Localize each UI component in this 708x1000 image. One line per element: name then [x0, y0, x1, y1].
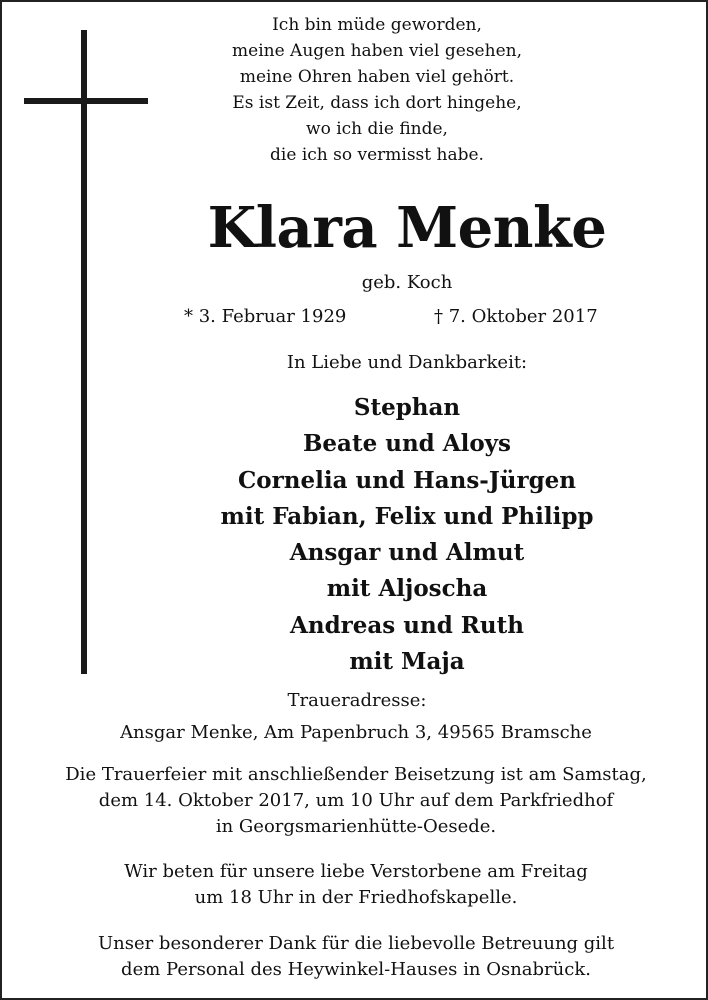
death-date: † 7. Oktober 2017 [434, 306, 598, 327]
gratitude-line: dem Personal des Heywinkel-Hauses in Osnabrück. [121, 959, 591, 980]
deceased-name: Klara Menke [207, 195, 607, 261]
poem-line: Ich bin müde geworden, [272, 15, 482, 35]
funeral-line: Die Trauerfeier mit anschließender Beisetzung ist am Samstag, [65, 764, 647, 785]
prayer-info [22, 859, 690, 911]
birth-date: * 3. Februar 1929 [184, 306, 347, 327]
poem [202, 12, 552, 168]
poem-line: wo ich die finde, [306, 119, 448, 139]
address-label: Traueradresse: [287, 690, 427, 711]
mourner-line: Beate und Aloys [302, 430, 511, 458]
gratitude-line: Unser besonderer Dank für die liebevolle Betreuung gilt [97, 933, 615, 954]
poem-line: Es ist Zeit, dass ich dort hingehe, [232, 93, 522, 113]
funeral-line: dem 14. Oktober 2017, um 10 Uhr auf dem Parkfriedhof [98, 790, 614, 811]
cross-icon-horizontal-bar [24, 98, 148, 104]
poem-line: meine Ohren haben viel gehört. [239, 67, 515, 87]
mourner-line: mit Aljoscha [326, 575, 488, 603]
poem-line: meine Augen haben viel gesehen, [232, 41, 522, 61]
mourner-line: Cornelia und Hans-Jürgen [237, 466, 577, 494]
cross-icon-vertical-bar [81, 30, 87, 674]
mourner-line: mit Fabian, Felix und Philipp [220, 502, 594, 530]
prayer-line: um 18 Uhr in der Friedhofskapelle. [194, 887, 518, 908]
mourners-intro: In Liebe und Dankbarkeit: [286, 352, 528, 373]
funeral-line: in Georgsmarienhütte-Oesede. [215, 816, 497, 837]
mourner-line: Andreas und Ruth [290, 611, 524, 639]
prayer-line: Wir beten für unsere liebe Verstorbene am Freitag [124, 861, 588, 882]
maiden-name: geb. Koch [361, 272, 453, 293]
mourner-line: Stephan [353, 394, 461, 421]
funeral-info [22, 762, 690, 840]
mourners-list [162, 390, 652, 680]
mourner-line: Ansgar und Almut [289, 539, 525, 567]
gratitude-info [22, 931, 690, 983]
address-text: Ansgar Menke, Am Papenbruch 3, 49565 Bramsche [120, 722, 592, 743]
poem-line: die ich so vermisst habe. [270, 145, 484, 165]
mourner-line: mit Maja [349, 648, 465, 676]
